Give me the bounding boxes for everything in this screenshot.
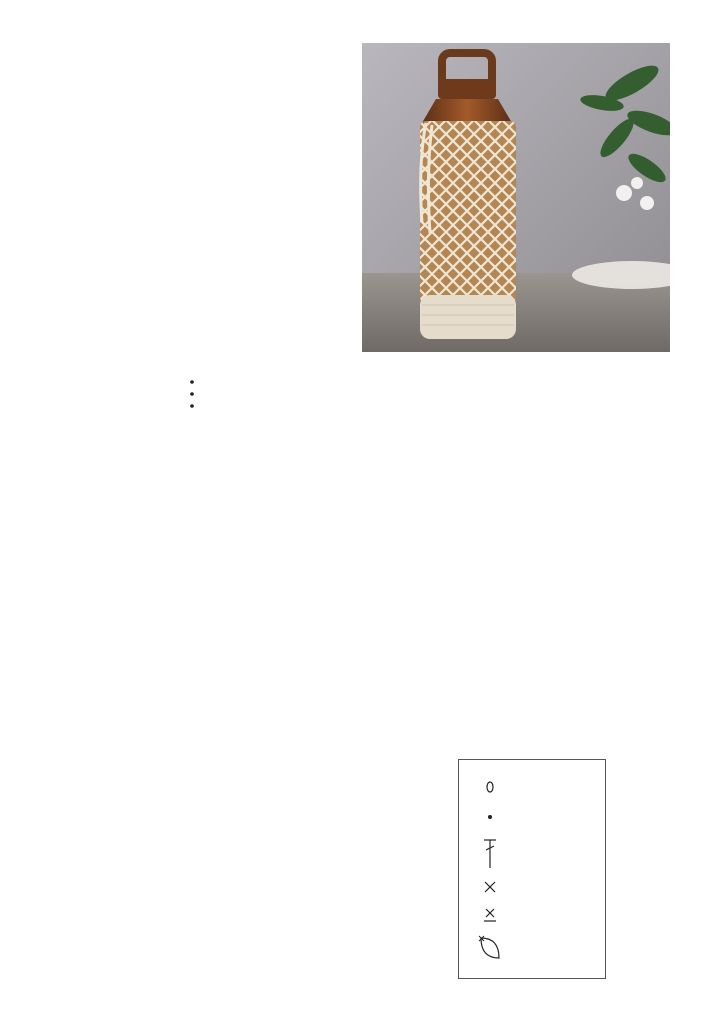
continuation-dots (190, 378, 194, 410)
single-crochet-icon (481, 876, 499, 898)
chain-stitch-icon (481, 776, 499, 798)
side-chart (58, 288, 308, 698)
back-loop-stitch-icon (481, 904, 499, 926)
legend-slip (459, 806, 605, 828)
bottle-cover-photo (362, 43, 670, 352)
double-crochet-icon (481, 836, 499, 870)
shippo-stitch-icon (477, 934, 503, 962)
legend-back-loop (459, 904, 605, 926)
legend-shippo (459, 934, 605, 962)
slip-stitch-icon (481, 806, 499, 828)
bottom-chart (344, 382, 690, 728)
legend-chain (459, 776, 605, 798)
symbol-legend (458, 759, 606, 979)
photo-illustration (362, 43, 670, 352)
legend-sc (459, 876, 605, 898)
legend-dc (459, 836, 605, 870)
